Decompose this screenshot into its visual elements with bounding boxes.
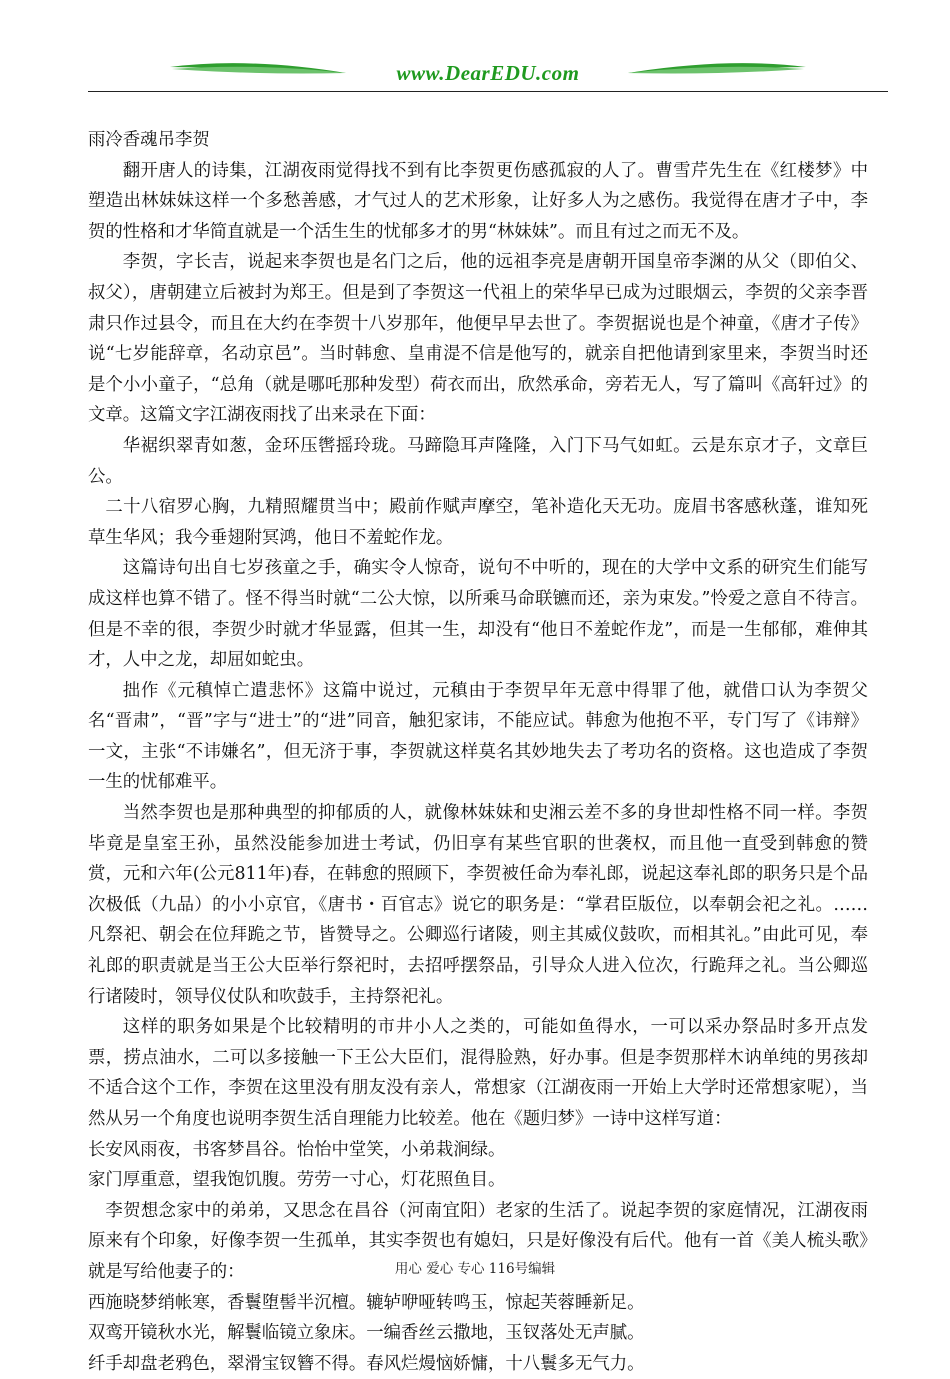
header-divider bbox=[88, 91, 888, 92]
paragraph: 这样的职务如果是个比较精明的市井小人之类的，可能如鱼得水，一可以采办祭品时多开点发票，捞点油水，二可以多接触一下王公大臣们，混得脸熟，好办事。但是李贺那样木讷单纯的男孩却不适合这个工作，李贺在这里没有朋友没有亲人，常想家（江湖夜雨一开始上大学时还常想家呢），当然从另一个角度也说明李贺生活自理能力比较差。他在《题归梦》一诗中这样写道： bbox=[88, 1017, 868, 1129]
paragraph: 这篇诗句出自七岁孩童之手，确实令人惊奇，说句不中听的，现在的大学中文系的研究生们能写成这样也算不错了。怪不得当时就“二公大惊，以所乘马命联镳而还，亲为束发。”怜爱之意自不待言。但是不幸的很，李贺少时就才华显露，但其一生，却没有“他日不羞蛇作龙”，而是一生郁郁，难伸其才，人中之龙，却屈如蛇虫。 bbox=[88, 558, 868, 671]
article-title: 雨冷香魂吊李贺 bbox=[88, 130, 210, 150]
paragraph: 李贺，字长吉，说起来李贺也是名门之后，他的远祖李亮是唐朝开国皇帝李渊的从父（即伯父、叔父），唐朝建立后被封为郑王。但是到了李贺这一代祖上的荣华早已成为过眼烟云，李贺的父亲李晋肃只作过县令，而且在大约在李贺十八岁那年，他便早早去世了。李贺据说也是个神童，《唐才子传》说“七岁能辞章，名动京邑”。当时韩愈、皇甫湜不信是他写的，就亲自把他请到家里来，李贺当时还是个小小童子，“总角（就是哪吒那种发型）荷衣而出，欣然承命，旁若无人，写了篇叫《高轩过》的文章。这篇文字江湖夜雨找了出来录在下面： bbox=[88, 252, 868, 426]
site-header bbox=[88, 55, 888, 95]
poem-line: 家门厚重意，望我饱饥腹。劳劳一寸心，灯花照鱼目。 bbox=[88, 1170, 506, 1191]
page-footer: 用心 爱心 专心 116号编辑 bbox=[394, 1261, 556, 1277]
poem-line: 长安风雨夜，书客梦昌谷。怡怡中堂笑，小弟栽涧绿。 bbox=[88, 1139, 506, 1160]
paragraph: 拙作《元稹悼亡遣悲怀》这篇中说过，元稹由于李贺早年无意中得罪了他，就借口认为李贺父名“晋肃”，“晋”字与“进士”的“进”同音，触犯家讳，不能应试。韩愈为他抱不平，专门写了《讳辩》一文，主张“不讳嫌名”，但无济于事，李贺就这样莫名其妙地失去了考功名的资格。这也造成了李贺一生的忧郁难平。 bbox=[88, 680, 868, 793]
paragraph: 当然李贺也是那种典型的抑郁质的人，就像林妹妹和史湘云差不多的身世却性格不同一样。李贺毕竟是皇室王孙，虽然没能参加进士考试，仍旧享有某些官职的世袭权，而且他一直受到韩愈的赞赏，元和六年(公元811年)春，在韩愈的照顾下，李贺被任命为奉礼郎，说起这奉礼郎的职务只是个品次极低（九品）的小小京官，《唐书・百官志》说它的职务是：“掌君臣版位，以奉朝会祀之礼。……凡祭祀、朝会在位拜跪之节，皆赞导之。公卿巡行诸陵，则主其威仪鼓吹，而相其礼。”由此可见，奉礼郎的职责就是当王公大臣举行祭祀时，去招呼摆祭品，引导众人进入位次，行跪拜之礼。当公卿巡行诸陵时，领导仪仗队和吹鼓手，主持祭祀礼。 bbox=[88, 803, 868, 1007]
paragraph: 李贺想念家中的弟弟，又思念在昌谷（河南宜阳）老家的生活了。说起李贺的家庭情况，江湖夜雨原来有个印象，好像李贺一生孤单，其实李贺也有媳妇，只是好像没有后代。他有一首《美人梳头歌》就是写给他妻子的： bbox=[88, 1200, 868, 1282]
article bbox=[88, 125, 868, 1379]
paragraph: 翻开唐人的诗集，江湖夜雨觉得找不到有比李贺更伤感孤寂的人了。曹雪芹先生在《红楼梦》中塑造出林妹妹这样一个多愁善感，才气过人的艺术形象，让好多人为之感伤。我觉得在唐才子中，李贺的性格和才华简直就是一个活生生的忧郁多才的男“林妹妹”。而且有过之而无不及。 bbox=[88, 160, 868, 242]
poem-line: 双鸾开镜秋水光，解鬟临镜立象床。一编香丝云撒地，玉钗落处无声腻。 bbox=[88, 1323, 645, 1344]
site-logo: www.DearEDU.com bbox=[396, 61, 580, 85]
poem-line: 西施晓梦绡帐寒，香鬟堕髻半沉檀。辘轳咿哑转鸣玉，惊起芙蓉睡新足。 bbox=[88, 1292, 645, 1313]
poem-line: 纤手却盘老鸦色，翠滑宝钗簪不得。春风烂熳恼娇慵，十八鬟多无气力。 bbox=[88, 1353, 645, 1374]
paragraph: 二十八宿罗心胸，九精照耀贯当中；殿前作赋声摩空，笔补造化天无功。庞眉书客感秋蓬，谁知死草生华风；我今垂翅附冥鸿，他日不羞蛇作龙。 bbox=[88, 497, 868, 548]
paragraph: 华裾织翠青如葱，金环压辔摇玲珑。马蹄隐耳声隆隆，入门下马气如虹。云是东京才子，文章巨公。 bbox=[88, 435, 868, 487]
